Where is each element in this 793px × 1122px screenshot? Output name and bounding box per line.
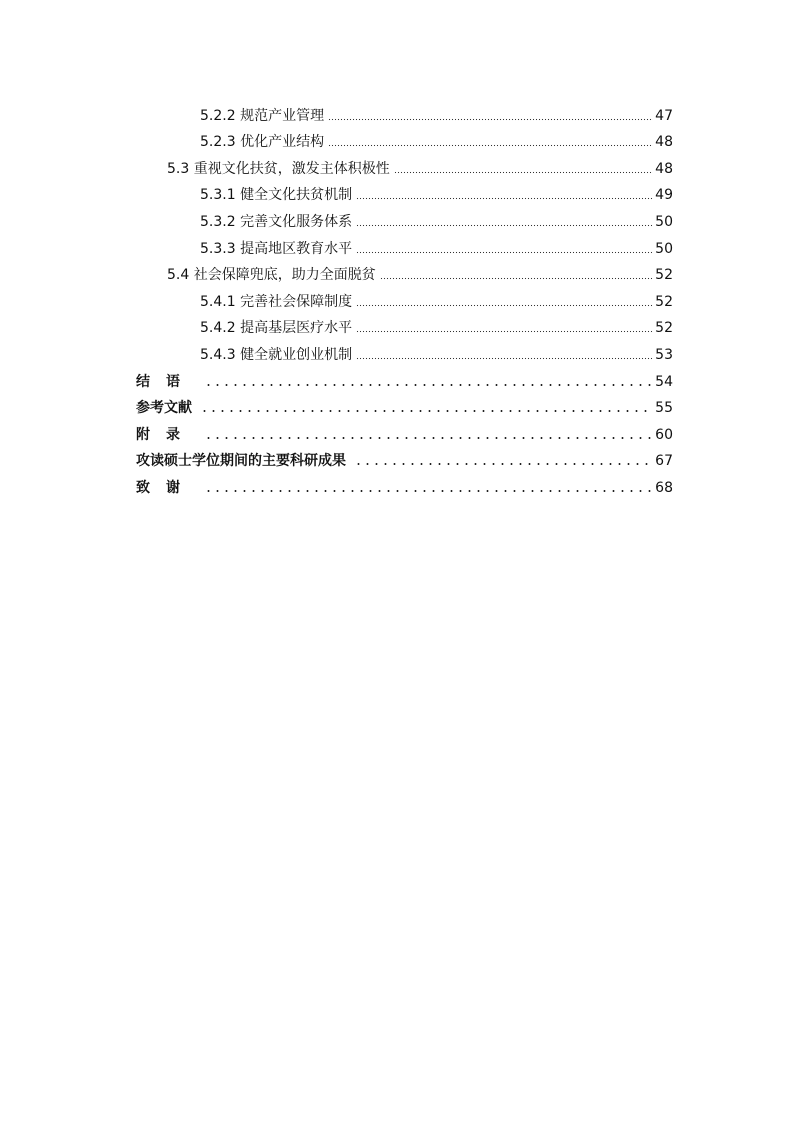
toc-entry-5-2-2[interactable]	[136, 98, 673, 125]
toc-entry-page: 47	[655, 107, 673, 124]
dot-leader	[356, 354, 653, 360]
toc-entry-page: 54	[655, 373, 673, 390]
toc-entry-page: 50	[655, 240, 673, 257]
toc-entry-label: 5.2.3 优化产业结构	[200, 134, 325, 151]
toc-entry-page: 52	[655, 320, 673, 337]
toc-entry-page: 48	[655, 160, 673, 177]
toc-entry-label: 攻读硕士学位期间的主要科研成果	[136, 453, 346, 470]
toc-entry-5-3[interactable]	[136, 151, 673, 178]
toc-entry-5-3-3[interactable]	[136, 231, 673, 258]
dot-leader	[204, 434, 651, 440]
table-of-contents	[136, 98, 673, 497]
toc-entry-conclusion[interactable]	[136, 364, 673, 391]
toc-entry-acknowledgements[interactable]	[136, 470, 673, 497]
dot-leader	[200, 407, 651, 413]
toc-entry-page: 52	[655, 267, 673, 284]
dot-leader	[204, 381, 651, 387]
dot-leader	[380, 274, 653, 280]
toc-entry-page: 50	[655, 213, 673, 230]
toc-entry-label: 参考文献	[136, 400, 192, 417]
dot-leader	[354, 460, 651, 466]
toc-entry-label: 5.4.1 完善社会保障制度	[200, 293, 353, 310]
dot-leader	[356, 301, 653, 307]
toc-entry-page: 48	[655, 134, 673, 151]
dot-leader	[356, 248, 653, 254]
toc-entry-references[interactable]	[136, 391, 673, 418]
dot-leader	[356, 221, 653, 227]
toc-entry-label: 5.3 重视文化扶贫，激发主体积极性	[167, 160, 390, 177]
toc-entry-label: 附录	[136, 426, 196, 443]
toc-entry-label: 5.2.2 规范产业管理	[200, 107, 325, 124]
toc-entry-5-4-1[interactable]	[136, 284, 673, 311]
toc-entry-page: 67	[655, 453, 673, 470]
toc-entry-label: 5.3.2 完善文化服务体系	[200, 213, 353, 230]
toc-entry-appendix[interactable]	[136, 417, 673, 444]
toc-entry-label: 5.3.1 健全文化扶贫机制	[200, 187, 353, 204]
toc-entry-5-3-2[interactable]	[136, 204, 673, 231]
toc-entry-label: 5.4.3 健全就业创业机制	[200, 346, 353, 363]
toc-entry-page: 52	[655, 293, 673, 310]
toc-entry-label: 5.3.3 提高地区教育水平	[200, 240, 353, 257]
dot-leader	[356, 194, 653, 200]
dot-leader	[328, 115, 653, 121]
toc-entry-5-2-3[interactable]	[136, 125, 673, 152]
toc-entry-page: 55	[655, 400, 673, 417]
dot-leader	[394, 168, 653, 174]
toc-entry-label: 5.4.2 提高基层医疗水平	[200, 320, 353, 337]
toc-entry-label: 致谢	[136, 479, 196, 496]
toc-entry-page: 53	[655, 346, 673, 363]
toc-entry-page: 68	[655, 479, 673, 496]
toc-entry-page: 49	[655, 187, 673, 204]
toc-entry-label: 结语	[136, 373, 196, 390]
toc-entry-5-3-1[interactable]	[136, 178, 673, 205]
dot-leader	[356, 327, 653, 333]
toc-entry-label: 5.4 社会保障兜底，助力全面脱贫	[167, 267, 376, 284]
toc-entry-5-4-2[interactable]	[136, 311, 673, 338]
toc-entry-research-achievements[interactable]	[136, 444, 673, 471]
toc-entry-page: 60	[655, 426, 673, 443]
dot-leader	[328, 141, 653, 147]
dot-leader	[204, 487, 651, 493]
toc-entry-5-4-3[interactable]	[136, 337, 673, 364]
toc-entry-5-4[interactable]	[136, 258, 673, 285]
